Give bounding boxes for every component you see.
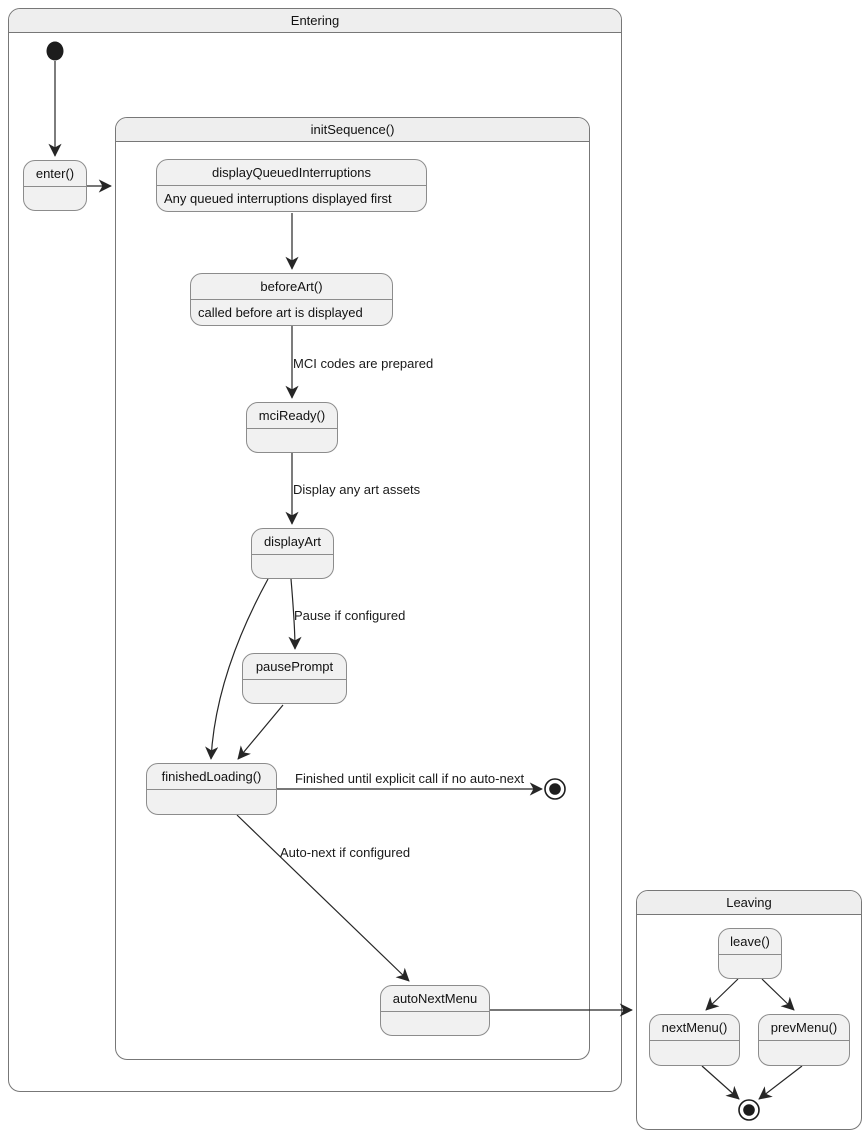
state-pause-prompt-title: pausePrompt — [243, 654, 346, 680]
state-mci-ready — [246, 402, 338, 453]
state-auto-next-menu — [380, 985, 490, 1036]
edge-leave-to-prev-menu — [762, 979, 794, 1010]
state-enter-title: enter() — [24, 161, 86, 187]
edge-finished-loading-to-auto-next-menu — [237, 815, 409, 981]
edge-leave-to-next-menu — [706, 979, 738, 1010]
state-display-queued-interruptions — [156, 159, 427, 212]
edge-label-finished: Finished until explicit call if no auto-next — [295, 771, 525, 786]
state-next-menu-body — [650, 1041, 739, 1065]
entering-title: Entering — [290, 13, 340, 28]
state-next-menu — [649, 1014, 740, 1066]
edge-next-menu-to-final — [702, 1066, 739, 1099]
initial-state-node — [47, 42, 64, 61]
leaving-title: Leaving — [726, 895, 772, 910]
final-state-node-leaving — [739, 1100, 759, 1120]
state-pause-prompt — [242, 653, 347, 704]
state-next-menu-title: nextMenu() — [650, 1015, 739, 1041]
state-mci-ready-body — [247, 429, 337, 452]
edge-label-pause: Pause if configured — [294, 608, 406, 623]
state-pause-prompt-body — [243, 680, 346, 703]
init-sequence-title: initSequence() — [310, 122, 395, 137]
state-mci-ready-title: mciReady() — [247, 403, 337, 429]
state-auto-next-menu-body — [381, 1012, 489, 1035]
state-before-art — [190, 273, 393, 326]
state-prev-menu-body — [759, 1041, 849, 1065]
state-leave-body — [719, 955, 781, 978]
state-display-art-title: displayArt — [252, 529, 333, 555]
state-leave — [718, 928, 782, 979]
state-display-art-body — [252, 555, 333, 578]
state-finished-loading-body — [147, 790, 276, 814]
state-enter — [23, 160, 87, 211]
state-enter-body — [24, 187, 86, 210]
edge-pause-prompt-to-finished-loading — [238, 705, 283, 759]
state-prev-menu-title: prevMenu() — [759, 1015, 849, 1041]
state-finished-loading-title: finishedLoading() — [147, 764, 276, 790]
state-display-queued-interruptions-description: Any queued interruptions displayed first — [164, 191, 392, 206]
state-before-art-title: beforeArt() — [191, 274, 392, 300]
state-auto-next-menu-title: autoNextMenu — [381, 986, 489, 1012]
state-leave-title: leave() — [719, 929, 781, 955]
edge-label-mci-prepared: MCI codes are prepared — [293, 356, 434, 371]
edge-prev-menu-to-final — [759, 1066, 802, 1099]
edge-label-auto-next: Auto-next if configured — [280, 845, 411, 860]
final-state-node-init-sequence — [545, 779, 565, 799]
state-before-art-description: called before art is displayed — [198, 305, 363, 320]
state-display-art — [251, 528, 334, 579]
state-prev-menu — [758, 1014, 850, 1066]
state-display-queued-interruptions-title: displayQueuedInterruptions — [157, 160, 426, 186]
state-finished-loading — [146, 763, 277, 815]
edge-label-display-assets: Display any art assets — [293, 482, 421, 497]
